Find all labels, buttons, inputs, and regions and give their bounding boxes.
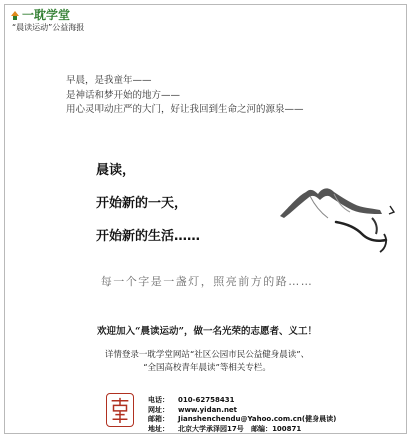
contact-info bbox=[148, 396, 336, 434]
details-line: 详情登录一耽学堂网站“社区公园市民公益健身晨读”、 bbox=[104, 350, 310, 360]
intro-line: 早晨，是我童年—— bbox=[66, 75, 152, 86]
logo bbox=[10, 6, 70, 23]
zip-label: 邮编： bbox=[251, 424, 273, 433]
intro-line: 是神话和梦开始的地方—— bbox=[66, 89, 181, 101]
web-link[interactable]: www.yidan.net bbox=[178, 405, 238, 414]
email-link[interactable]: Jianshenchendu@Yahoo.com.cn(健身晨读) bbox=[178, 415, 337, 423]
red-seal-stamp bbox=[106, 393, 134, 427]
email-label: 邮箱： bbox=[148, 415, 169, 423]
roof-logo-icon bbox=[10, 10, 20, 20]
phone-value: 010-62758431 bbox=[178, 396, 235, 404]
address-label: 地址： bbox=[148, 424, 169, 433]
slogan-line: 晨读， bbox=[96, 163, 136, 178]
slogan bbox=[96, 154, 200, 253]
slogan-line: 开始新的生活…… bbox=[96, 229, 201, 244]
contact-phone-row bbox=[148, 396, 336, 406]
intro-poem bbox=[66, 74, 304, 118]
intro-line: 用心灵叩动庄严的大门，好让我回到生命之河的源泉—— bbox=[66, 104, 304, 115]
details-text bbox=[0, 349, 414, 375]
contact-web-row bbox=[148, 406, 336, 416]
logo-text: 一耽学堂 bbox=[22, 8, 71, 22]
contact-email-row bbox=[148, 415, 336, 425]
web-label: 网址： bbox=[148, 405, 169, 414]
poster-subtitle: “晨读运动”公益海报 bbox=[12, 23, 85, 32]
details-line: “全国高校青年晨读”等相关专栏。 bbox=[143, 363, 271, 373]
contact-address-row bbox=[148, 425, 336, 435]
slogan-line: 开始新的一天， bbox=[96, 196, 188, 211]
address-value: 北京大学承泽园17号 bbox=[178, 424, 244, 433]
tagline: 每一个字是一盏灯，照亮前方的路…… bbox=[100, 275, 314, 288]
welcome-message: 欢迎加入“晨读运动”，做一名光荣的志愿者、义工！ bbox=[97, 326, 317, 337]
zip-value: 100871 bbox=[272, 424, 302, 433]
phone-label: 电话： bbox=[148, 396, 169, 404]
ink-mountain-illustration bbox=[276, 178, 398, 260]
